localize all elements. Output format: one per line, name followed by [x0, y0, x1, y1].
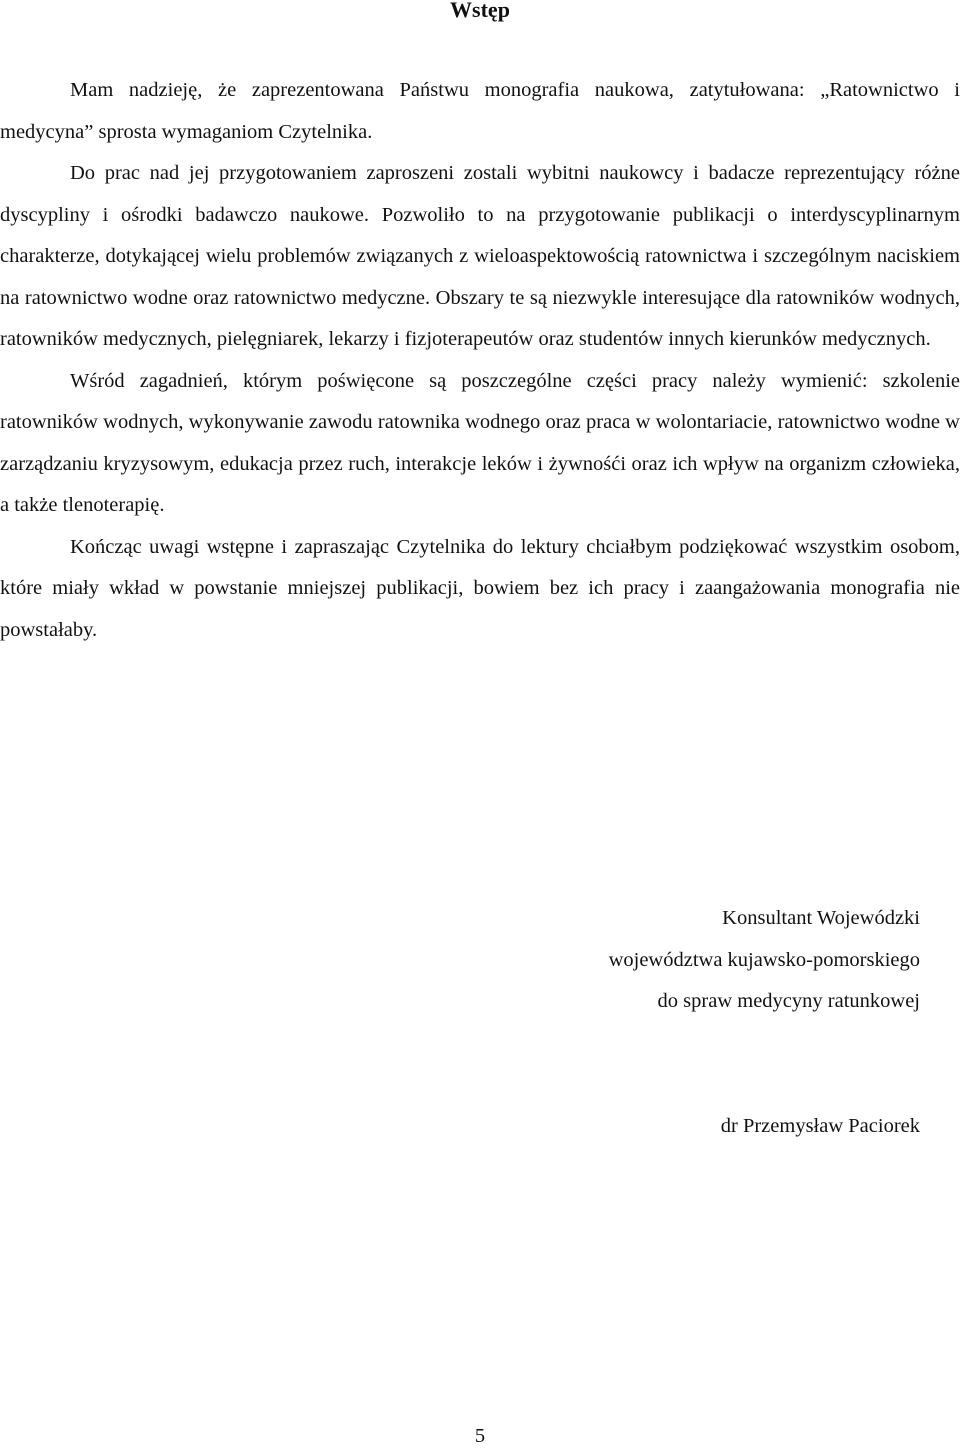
signature-block	[420, 898, 920, 1023]
page-title: Wstęp	[450, 0, 510, 22]
paragraph-4: Kończąc uwagi wstępne i zapraszając Czytelnika do lektury chciałbym podziękować wszystkim osobom, które miały wkład w powstanie mniejszej publikacji, bowiem bez ich pracy i zaangażowania monografia nie powstałaby.	[0, 535, 960, 641]
document-body	[0, 70, 960, 651]
signature-name: dr Przemysław Paciorek	[720, 1115, 920, 1137]
paragraph-1: Mam nadzieję, że zaprezentowana Państwu monografia naukowa, zatytułowana: „Ratownictwo i medycyna” sprosta wymaganiom Czytelnika.	[0, 79, 960, 143]
signature-line-position: Konsultant Wojewódzki	[722, 907, 920, 929]
signature-line-region: województwa kujawsko-pomorskiego	[608, 948, 920, 971]
paragraph-2: Do prac nad jej przygotowaniem zaproszeni zostali wybitni naukowcy i badacze reprezentujący różne dyscypliny i ośrodki badawczo naukowe. Pozwoliło to na przygotowanie publikacji o interdyscyplinarnym charakterze, dotykającej wielu problemów związanych z wieloaspektowością ratownictwa i szczególnym naciskiem na ratownictwo wodne oraz ratownictwo medyczne. Obszary te są niezwykle interesujące dla ratowników wodnych, ratowników medycznych, pielęgniarek, lekarzy i fizjoterapeutów oraz studentów innych kierunków medycznych.	[0, 162, 960, 350]
signature-line-field: do spraw medycyny ratunkowej	[657, 990, 920, 1012]
paragraph-3: Wśród zagadnień, którym poświęcone są poszczególne części pracy należy wymienić: szkolenie ratowników wodnych, wykonywanie zawodu ratownika wodnego oraz praca w wolontariacie, ratownictwo wodne w zarządzaniu kryzysowym, edukacja przez ruch, interakcje leków i żywnośći oraz ich wpływ na organizm człowieka, a także tlenoterapię.	[0, 369, 960, 516]
page-number: 5	[474, 1425, 486, 1447]
